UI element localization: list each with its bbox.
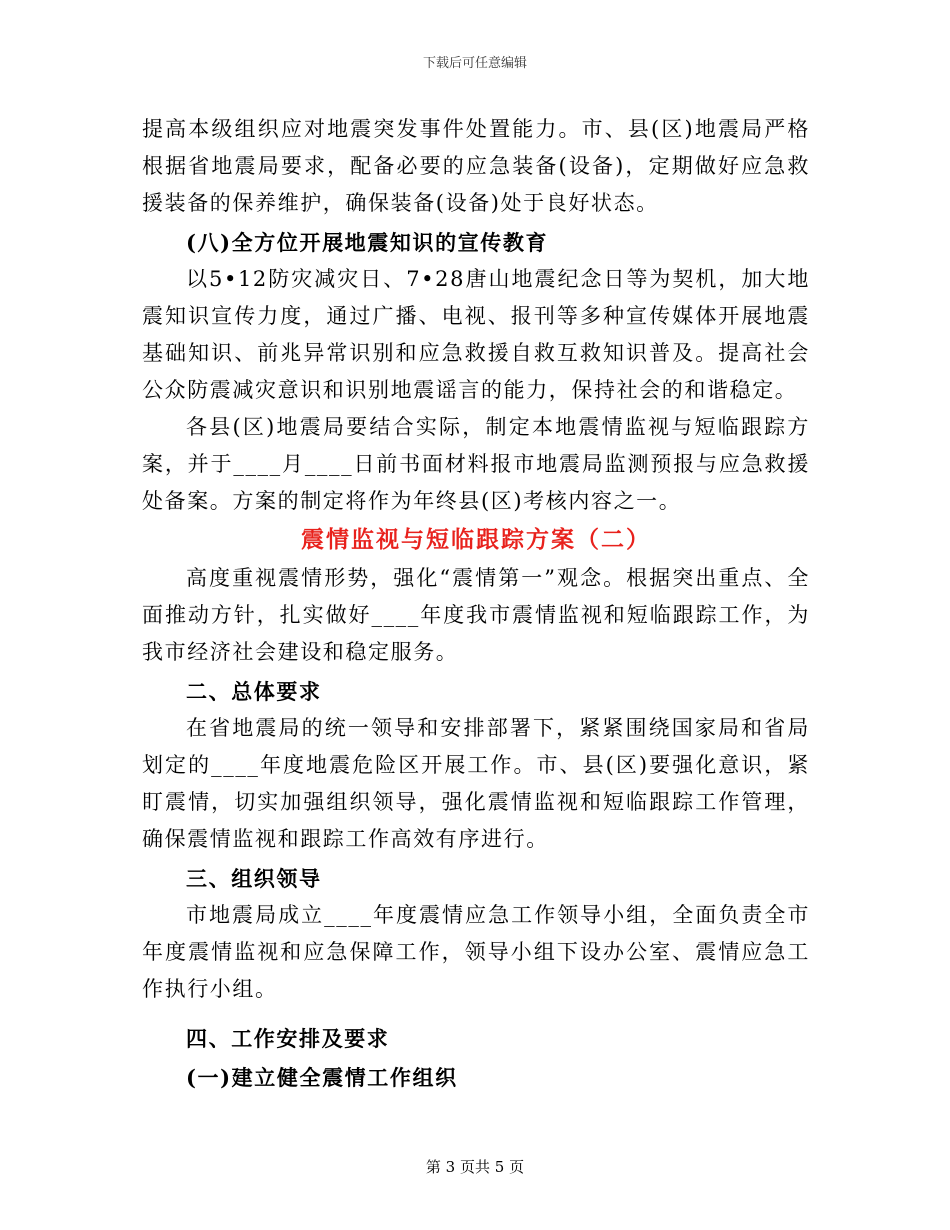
paragraph-intro: 高度重视震情形势，强化“震情第一”观念。根据突出重点、全面推动方针，扎实做好____年度我市震情监视和短临跟踪工作，为我市经济社会建设和稳定服务。 [142, 566, 810, 664]
document-title: 震情监视与短临跟踪方案（二） [301, 526, 651, 553]
heading-establish-organization: (一)建立健全震情工作组织 [186, 1065, 458, 1090]
heading-publicity-education: (八)全方位开展地震知识的宣传教育 [186, 230, 549, 255]
paragraph-organization: 市地震局成立____年度震情应急工作领导小组，全面负责全市年度震情监视和应急保障工作，领导小组下设办公室、震情应急工作执行小组。 [142, 903, 810, 1001]
document-body [142, 111, 810, 1096]
heading-general-requirements: 二、总体要求 [186, 679, 322, 704]
heading-organization: 三、组织领导 [186, 866, 322, 891]
heading-work-arrangement: 四、工作安排及要求 [186, 1026, 390, 1051]
page-footer-number: 第 3 页共 5 页 [425, 1158, 525, 1176]
paragraph-county-plan: 各县(区)地震局要结合实际，制定本地震情监视与短临跟踪方案，并于____月____日前书面材料报市地震局监测预报与应急救援处备案。方案的制定将作为年终县(区)考核内容之一。 [142, 415, 810, 513]
page-header-note: 下载后可任意编辑 [422, 56, 527, 71]
paragraph-general-requirements: 在省地震局的统一领导和安排部署下，紧紧围绕国家局和省局划定的____年度地震危险区开展工作。市、县(区)要强化意识，紧盯震情，切实加强组织领导，强化震情监视和短临跟踪工作管理，确保震情监视和跟踪工作高效有序进行。 [142, 716, 810, 851]
paragraph-equipment: 提高本级组织应对地震突发事件处置能力。市、县(区)地震局严格根据省地震局要求，配备必要的应急装备(设备)，定期做好应急救援装备的保养维护，确保装备(设备)处于良好状态。 [142, 117, 810, 215]
paragraph-publicity: 以5•12防灾减灾日、7•28唐山地震纪念日等为契机，加大地震知识宣传力度，通过广播、电视、报刊等多种宣传媒体开展地震基础知识、前兆异常识别和应急救援自救互救知识普及。提高社会公众防震减灾意识和识别地震谣言的能力，保持社会的和谐稳定。 [142, 267, 810, 402]
